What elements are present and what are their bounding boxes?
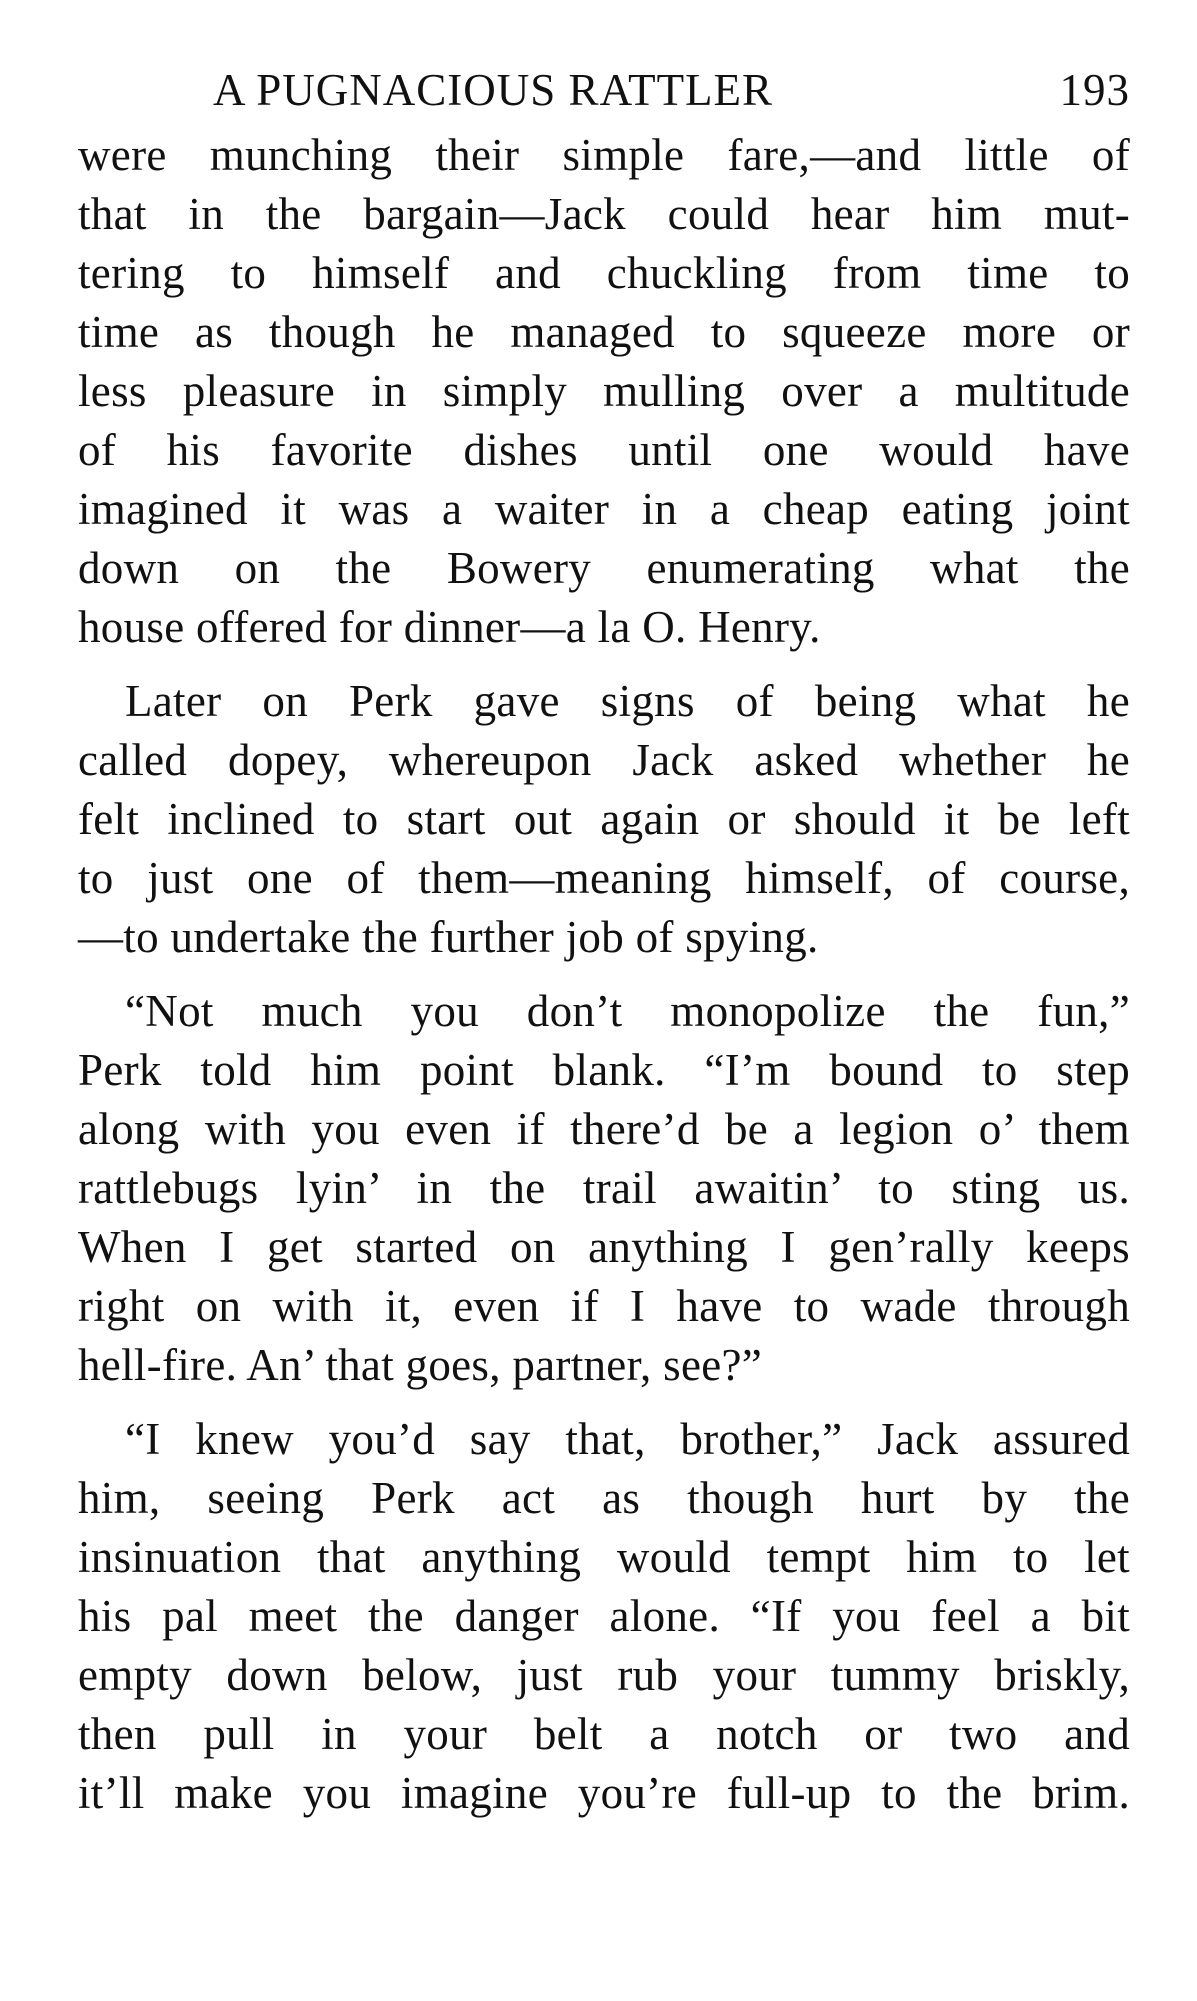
text-line: tering to himself and chuckling from time to: [78, 248, 1130, 298]
running-head: [78, 60, 1130, 120]
text-line: were munching their simple fare,—and little of: [78, 130, 1130, 180]
text-line: house offered for dinner—a la O. Henry.: [78, 602, 821, 652]
text-line: of his favorite dishes until one would have: [78, 425, 1130, 475]
text-line: imagined it was a waiter in a cheap eating joint: [78, 484, 1130, 534]
paragraph: [78, 126, 1130, 657]
text-line: time as though he managed to squeeze more or: [78, 307, 1130, 357]
body-text: [78, 126, 1130, 1823]
text-line: hell-fire. An’ that goes, partner, see?”: [78, 1340, 763, 1390]
text-line: insinuation that anything would tempt him to let: [78, 1532, 1130, 1582]
text-line: that in the bargain—Jack could hear him mut-: [78, 189, 1130, 239]
text-line: down on the Bowery enumerating what the: [78, 543, 1130, 593]
text-line: When I get started on anything I gen’rally keeps: [78, 1222, 1130, 1272]
text-line: “I knew you’d say that, brother,” Jack assured: [125, 1414, 1130, 1464]
text-line: empty down below, just rub your tummy briskly,: [78, 1650, 1130, 1700]
text-line: his pal meet the danger alone. “If you feel a bit: [78, 1591, 1130, 1641]
page-number: 193: [1059, 65, 1130, 115]
text-line: rattlebugs lyin’ in the trail awaitin’ to sting us.: [78, 1163, 1130, 1213]
text-line: less pleasure in simply mulling over a multitude: [78, 366, 1130, 416]
text-line: it’ll make you imagine you’re full-up to the brim.: [78, 1768, 1130, 1818]
text-line: called dopey, whereupon Jack asked whether he: [78, 735, 1130, 785]
text-line: him, seeing Perk act as though hurt by the: [78, 1473, 1130, 1523]
paragraph: [78, 672, 1130, 967]
text-line: to just one of them—meaning himself, of course,: [78, 853, 1130, 903]
text-line: right on with it, even if I have to wade through: [78, 1281, 1130, 1331]
text-line: “Not much you don’t monopolize the fun,”: [125, 986, 1130, 1036]
text-line: then pull in your belt a notch or two and: [78, 1709, 1130, 1759]
text-line: felt inclined to start out again or should it be left: [78, 794, 1130, 844]
text-line: Later on Perk gave signs of being what he: [125, 676, 1130, 726]
paragraph: [78, 1410, 1130, 1823]
text-line: —to undertake the further job of spying.: [78, 912, 819, 962]
text-line: along with you even if there’d be a legion o’ them: [78, 1104, 1130, 1154]
text-line: Perk told him point blank. “I’m bound to step: [78, 1045, 1130, 1095]
paragraph: [78, 982, 1130, 1395]
book-page: [78, 60, 1130, 1823]
chapter-title: A PUGNACIOUS RATTLER: [213, 65, 774, 115]
